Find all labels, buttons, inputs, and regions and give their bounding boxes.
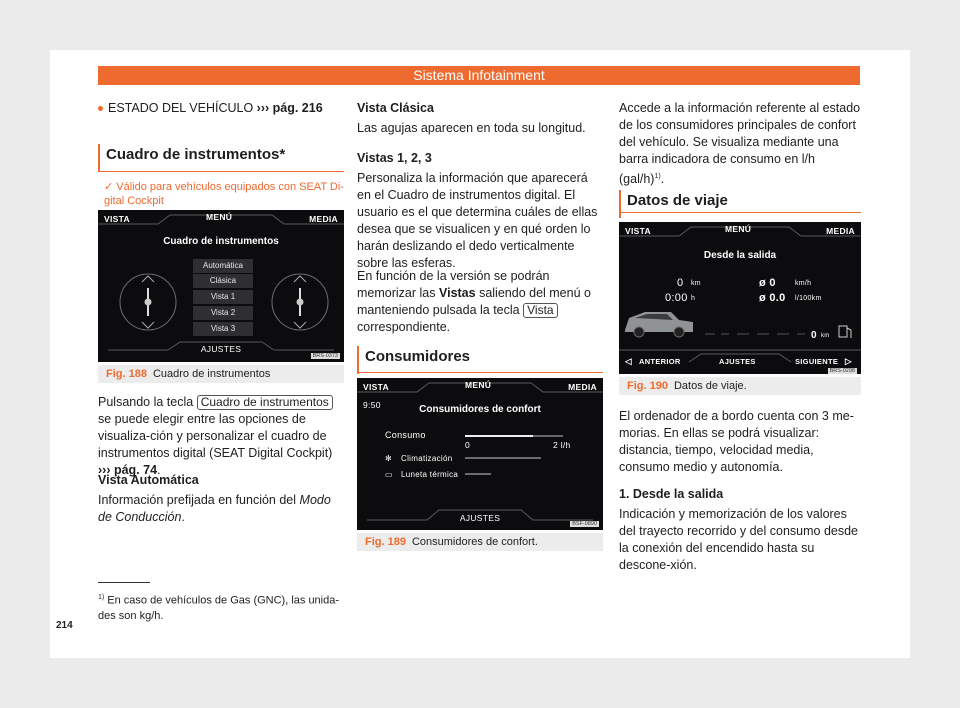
- climatizacion-icon: ✻: [385, 454, 393, 463]
- footnote-mark[interactable]: 1): [654, 173, 661, 180]
- caption-text: Cuadro de instrumentos: [152, 368, 271, 380]
- page-reference[interactable]: ››› pág. 74: [98, 463, 158, 477]
- trip-graphics: [619, 222, 861, 374]
- paragraph-cuadro-key: [98, 394, 344, 479]
- text: .: [660, 172, 665, 187]
- screen-title: Cuadro de instrumentos: [163, 236, 279, 247]
- caption-text: Datos de viaje.: [673, 380, 747, 392]
- tab-menu[interactable]: MENÚ: [465, 380, 492, 390]
- validity-note: [104, 180, 344, 208]
- figure-number: Fig. 190: [627, 380, 668, 392]
- text: En función de la versión se podrán memorizar las: [357, 269, 550, 300]
- footnote: [98, 590, 344, 624]
- paragraph-desde-la-salida: Indicación y memorización de los valores del trayecto recorrido y del consumo desde la conexión del encendido hasta su descone-xión.: [619, 507, 859, 572]
- bullet-text: ESTADO DEL VEHÍCULO: [108, 101, 254, 115]
- cross-reference-line: [98, 100, 344, 116]
- footnote-rule: [98, 582, 150, 583]
- subhead-vista-clasica: Vista Clásica: [357, 101, 434, 115]
- section-title-text: Cuadro de instrumentos*: [106, 146, 286, 163]
- figure-188-instrument-cluster: [98, 210, 344, 362]
- section-rule: [357, 372, 603, 373]
- rear-defrost-icon: ▭: [385, 470, 393, 479]
- text: saliendo del menú o manteniendo pulsada la tecla: [357, 286, 591, 317]
- text: .: [181, 510, 185, 524]
- text: .: [157, 463, 161, 477]
- footnote-text: En caso de vehículos de Gas (GNC), las unida-des son kg/h.: [98, 594, 340, 622]
- tab-vista[interactable]: VISTA: [363, 382, 389, 392]
- tab-vista[interactable]: VISTA: [625, 226, 651, 236]
- section-title-cuadro: [98, 144, 344, 166]
- figure-190-trip-data: [619, 222, 861, 374]
- distance-value: 0: [677, 277, 684, 289]
- next-icon[interactable]: ▷: [845, 356, 852, 366]
- figure-number: Fig. 189: [365, 536, 406, 548]
- tab-vista[interactable]: VISTA: [104, 214, 130, 224]
- key-vista: Vista: [523, 303, 557, 318]
- text: se puede elegir entre las opciones de visualiza-ción y personalizar el cuadro de instrumentos digital (SEAT Digital Cockpit): [98, 412, 333, 460]
- time-unit: h: [691, 295, 696, 302]
- clock: 9:50: [363, 400, 381, 410]
- ajustes-button[interactable]: AJUSTES: [719, 357, 756, 366]
- ajustes-button[interactable]: AJUSTES: [200, 344, 242, 354]
- screen-title: Desde la salida: [703, 250, 777, 261]
- item-climatizacion: Climatización: [401, 454, 453, 463]
- section-title-text: Datos de viaje: [627, 192, 728, 209]
- prev-icon[interactable]: ◁: [625, 356, 632, 366]
- subhead-vista-automatica: Vista Automática: [98, 473, 199, 487]
- column-1: [98, 100, 344, 116]
- paragraph-vistas-123: Personaliza la información que aparecerá en el Cuadro de instrumentos digital. El usuario es el que determina cuáles de ellas desea que se visualicen y en qué orden lo harán deslizando el dedo verticalmente sobre las esferas.: [357, 171, 598, 270]
- figure-188-caption: [98, 365, 344, 383]
- screen-title: Consumidores de confort: [419, 404, 541, 415]
- caption-text: Consumidores de confort.: [411, 536, 538, 548]
- page-number: 214: [56, 620, 73, 631]
- range-value: 0: [811, 330, 817, 341]
- paragraph-memorizar: [357, 268, 603, 336]
- consumo-label: Consumo: [385, 430, 426, 440]
- menu-item-vista-1[interactable]: Vista 1: [193, 290, 253, 304]
- consumption-unit: l/100km: [795, 295, 822, 302]
- paragraph-ordenador: El ordenador de a bordo cuenta con 3 me-morias. En ellas se podrá visualizar: distancia, tiempo, velocidad media, consumo medio y autonomía.: [619, 409, 854, 474]
- text: correspondiente.: [357, 320, 451, 334]
- speed-unit: km/h: [795, 280, 812, 287]
- section-rule: [619, 212, 861, 213]
- speed-value: ø 0: [759, 277, 776, 289]
- tab-media[interactable]: MEDIA: [568, 382, 597, 392]
- text: Información prefijada en función del: [98, 493, 297, 507]
- consumers-graphics: [357, 378, 603, 530]
- section-title-text: Consumidores: [365, 348, 471, 365]
- paragraph-consumidores-info: [619, 100, 861, 188]
- checkmark-icon: ✓: [104, 181, 114, 193]
- tab-menu[interactable]: MENÚ: [725, 224, 752, 234]
- bold-text: Vistas: [438, 286, 476, 300]
- page-header: Sistema Infotainment: [98, 66, 860, 85]
- bullet-icon: [98, 106, 103, 111]
- section-rule: [98, 171, 344, 172]
- figure-code: BSF-0890: [572, 521, 597, 527]
- page-reference[interactable]: ››› pág. 216: [256, 101, 323, 115]
- anterior-button[interactable]: ANTERIOR: [639, 357, 681, 366]
- item-luneta-termica: Luneta térmica: [401, 470, 459, 479]
- subhead-vistas-123: Vistas 1, 2, 3: [357, 151, 432, 165]
- scale-max: 2 l/h: [553, 440, 571, 450]
- menu-item-automatica[interactable]: Automática: [193, 259, 253, 273]
- figure-189-caption: [357, 533, 603, 551]
- car-icon: [625, 312, 693, 337]
- text: Pulsando la tecla: [98, 395, 194, 409]
- menu-item-clasica[interactable]: Clásica: [193, 274, 253, 288]
- section-title-datos-viaje: [619, 190, 861, 212]
- range-unit: km: [821, 333, 830, 339]
- figure-code: BRS-0298: [829, 368, 855, 374]
- validity-text: Válido para vehículos equipados con SEAT Di-gital Cockpit: [104, 181, 344, 207]
- figure-190-caption: [619, 377, 861, 395]
- tab-media[interactable]: MEDIA: [309, 214, 338, 224]
- distance-unit: km: [691, 280, 701, 287]
- italic-text: Modo de Conducción: [98, 493, 331, 524]
- tab-media[interactable]: MEDIA: [826, 226, 855, 236]
- ajustes-button[interactable]: AJUSTES: [459, 513, 501, 523]
- time-value: 0:00: [665, 292, 688, 304]
- subhead-desde-la-salida: 1. Desde la salida: [619, 487, 724, 501]
- paragraph-vista-automatica: [98, 492, 344, 526]
- figure-code: BRS-0373: [312, 353, 338, 359]
- figure-189-consumers: [357, 378, 603, 530]
- siguiente-button[interactable]: SIGUIENTE: [795, 357, 839, 366]
- paragraph-vista-clasica: Las agujas aparecen en toda su longitud.: [357, 121, 586, 135]
- section-title-consumidores: [357, 346, 603, 368]
- key-cuadro-de-instrumentos: Cuadro de instrumentos: [197, 395, 333, 410]
- tab-menu[interactable]: MENÚ: [206, 212, 233, 222]
- scale-min: 0: [465, 440, 471, 450]
- figure-number: Fig. 188: [106, 368, 147, 380]
- menu-item-vista-3[interactable]: Vista 3: [193, 322, 253, 336]
- consumption-value: ø 0.0: [759, 292, 786, 304]
- text: Accede a la información referente al estado de los consumidores principales de confort del vehículo. Se visualiza mediante una barra indicadora de consumo en l/h (gal/h): [619, 101, 861, 187]
- menu-item-vista-2[interactable]: Vista 2: [193, 306, 253, 320]
- footnote-mark: 1): [98, 594, 105, 601]
